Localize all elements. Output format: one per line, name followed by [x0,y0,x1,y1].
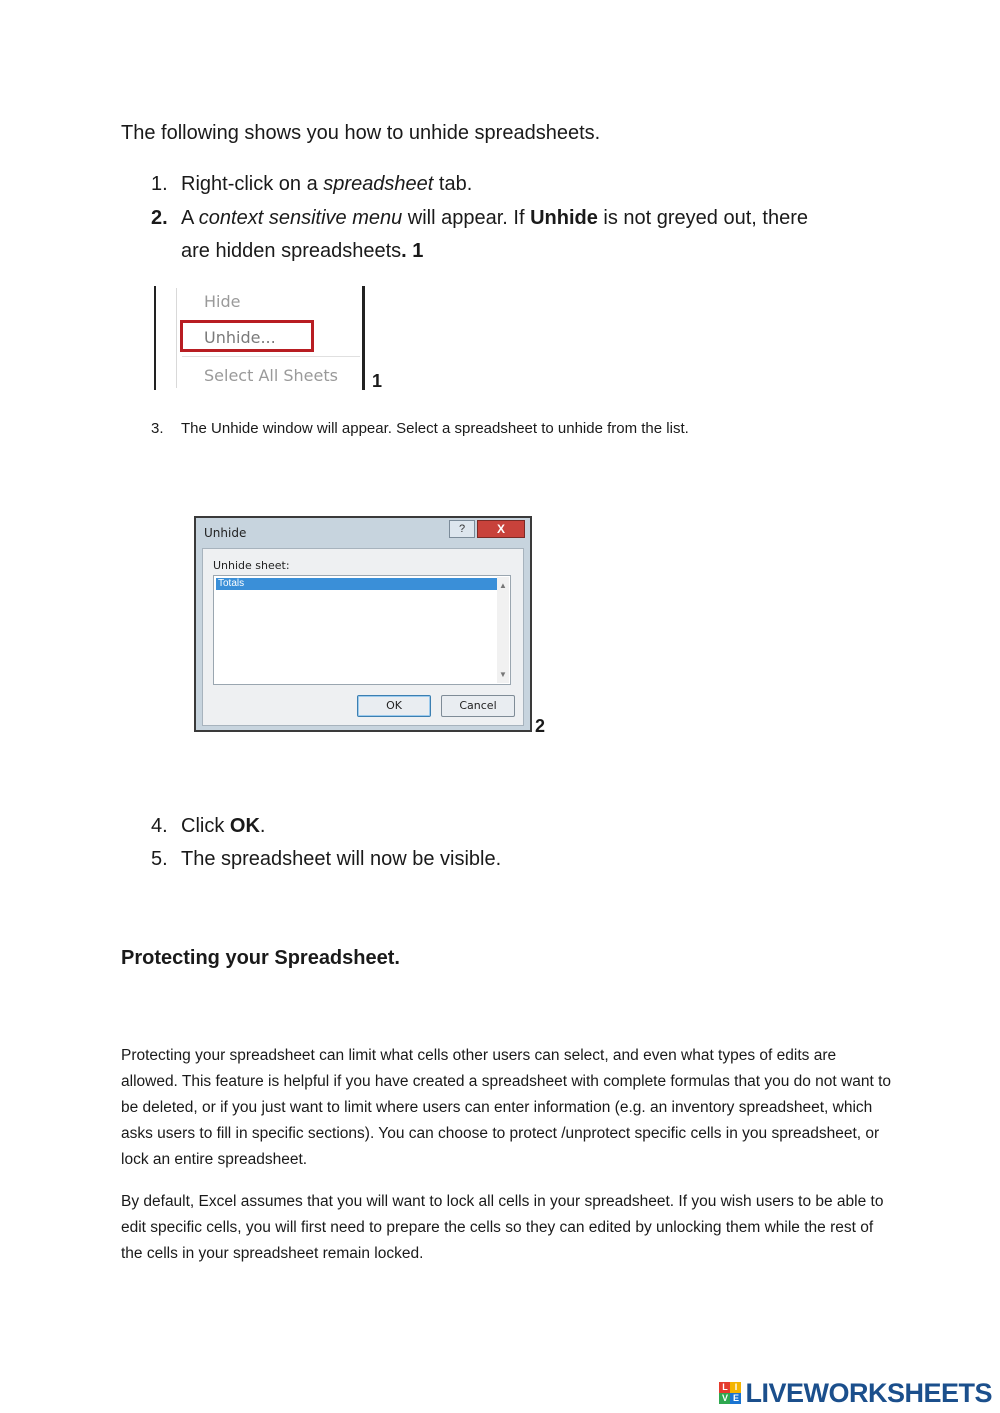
step-text: is not greyed out, there [597,207,808,229]
list-item: Totals [216,578,498,590]
logo-text: LIVEWORKSHEETS [745,1377,992,1408]
logo-mark-letter: E [730,1393,741,1404]
logo-mark-letter: I [730,1382,741,1393]
figure-ref: . 1 [401,240,424,262]
context-menu-figure [154,286,366,390]
menu-divider [182,356,360,357]
step-text: . [259,815,266,837]
help-icon: ? [449,520,475,538]
step-3 [151,420,689,437]
step-emphasis: spreadsheet [323,173,434,195]
step-2 [151,202,881,268]
figure-border [362,286,365,390]
dialog-body [202,548,524,726]
sheet-list [213,575,511,685]
menu-item-select-all: Select All Sheets [204,366,338,385]
step-bold: Unhide [530,207,598,229]
figure-border [154,286,156,390]
cancel-button: Cancel [441,695,515,717]
step-number: 3. [151,420,164,437]
scrollbar [497,577,509,683]
ok-button: OK [357,695,431,717]
step-text: Right-click on a [181,173,324,195]
menu-item-unhide: Unhide... [204,328,276,347]
paragraph-1: Protecting your spreadsheet can limit what cells other users can select, and even what types of edits are allowed. This feature is helpful if you have created a spreadsheet with complete formulas that you do not want to be deleted, or if you just want to limit where users can enter information (e.g. an inventory spreadsheet, which asks users to fill in specific sections). You can choose to protect /unprotect specific cells in you spreadsheet, or lock an entire spreadsheet. [121,1047,891,1168]
logo-mark-letter: L [719,1382,730,1393]
liveworksheets-logo [719,1376,992,1410]
step-text: are hidden spreadsheets [181,240,402,262]
step-bold: OK [229,815,260,837]
step-text: tab. [433,173,473,195]
close-icon: X [477,520,525,538]
list-label: Unhide sheet: [213,559,290,572]
logo-mark-icon [719,1382,741,1404]
section-heading: Protecting your Spreadsheet. [121,947,400,969]
menu-item-hide: Hide [204,292,241,311]
step-text: will appear. If [402,207,531,229]
figure-ref-1: 1 [372,371,383,391]
scroll-up-icon: ▲ [499,581,507,590]
step-5 [151,843,502,876]
menu-separator [176,288,177,388]
step-number: 2. [151,207,168,229]
logo-mark-letter: V [719,1393,730,1404]
step-text: Click [181,815,230,837]
intro-text: The following shows you how to unhide spreadsheets. [121,122,601,144]
step-emphasis: context sensitive menu [198,207,403,229]
scroll-down-icon: ▼ [499,670,507,679]
step-text: The Unhide window will appear. Select a spreadsheet to unhide from the list. [181,420,689,437]
step-number: 1. [151,173,168,195]
figure-ref-2: 2 [535,716,546,736]
step-number: 4. [151,815,168,837]
step-number: 5. [151,848,168,870]
step-text: The spreadsheet will now be visible. [181,848,502,870]
step-text: A [181,207,199,229]
step-1 [151,168,473,201]
step-4 [151,810,266,843]
dialog-title: Unhide [204,526,247,540]
paragraph-2: By default, Excel assumes that you will want to lock all cells in your spreadsheet. If you wish users to be able to edit specific cells, you will first need to prepare the cells so they can edited by unlocking them while the rest of the cells in your spreadsheet remain locked. [121,1193,884,1262]
unhide-dialog-figure [194,516,532,732]
